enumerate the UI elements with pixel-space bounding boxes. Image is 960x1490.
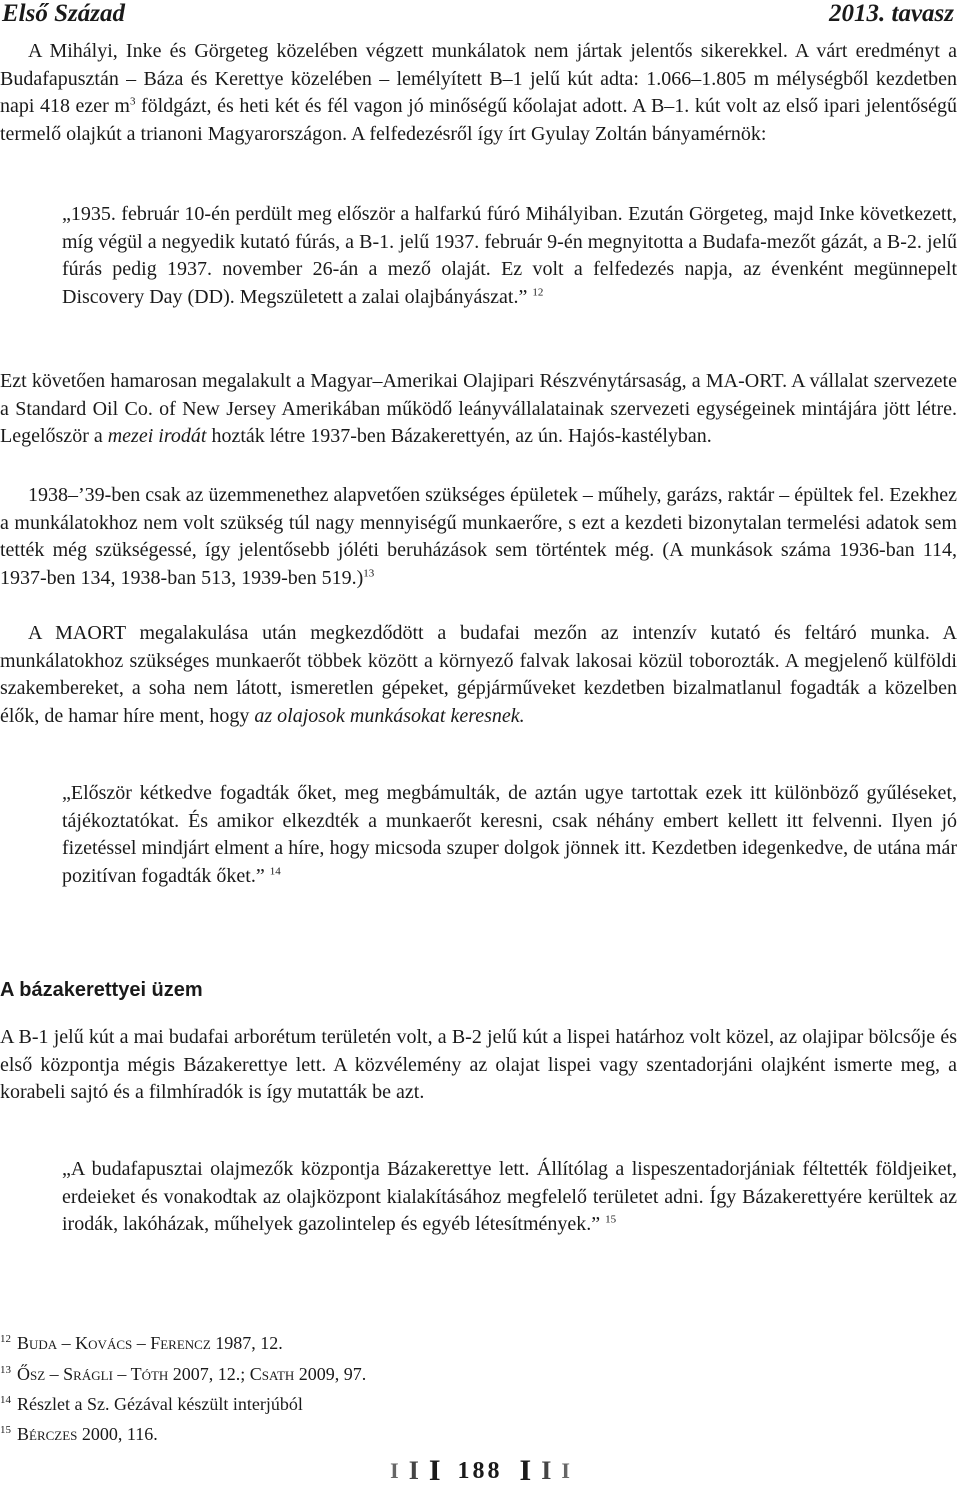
footnote-ref-14[interactable]: 14 (269, 864, 281, 877)
footnote-13: $^{13}$ Ősz – Srágli – Tóth 2007, 12.; Csath 2009, 97. (0, 1364, 367, 1384)
quote-center: „A budafapusztai olajmezők központja Bázakerettye lett. Állítólag a lispeszentadorjániak féltették földjeiket, erdeieket és vonakodtak az olajközpont kialakításához megfelelő területet adni. Így Bázakerettyére kerültek az irodák, lakóházak, műhelyek gazolintelep és egyéb létesítmények.” $^{15}$ (62, 1158, 957, 1235)
section-heading: A bázakerettyei üzem (0, 979, 203, 1001)
journal-title: Első Század (2, 0, 125, 27)
ornament-bar-icon: I (519, 1454, 532, 1487)
footnote-ref-12[interactable]: 12 (532, 285, 544, 298)
quote-gyulay: „1935. február 10-én perdült meg először a halfarkú fúró Mihályiban. Ezután Görgeteg, majd Inke következett, míg végül a negyedik kutató fúrás, a B-1. jelű 1937. február 9-én megnyitotta a Budafa-mezőt gázát, a B-2. jelű fúrás pedig 1937. november 26-án a mező olaját. Ez volt a felfedezés napja, az évenként megünnepelt Discovery Day (DD). Megszületett a zalai olajbányászat.” $^{12}$ (62, 203, 957, 308)
ornament-bar-icon: I (390, 1458, 399, 1483)
footnote-ref-15[interactable]: 15 (605, 1213, 617, 1226)
paragraph-workforce: A MAORT megalakulása után megkezdődött a budafai mezőn az intenzív kutató és feltáró munka. A munkálatokhoz szükséges munkaerőt többek között a környező falvak lakosai közül toborozták. A megjelenő külföldi szakembereket, a soha nem látott, ismeretlen gépeket, gépjárműveket kezdetben bizalmatlanul fogadták a közelben élők, de hamar híre ment, hogy az olajosok munkásokat keresnek. (0, 622, 957, 727)
paragraph-buildings: 1938–’39-ben csak az üzemmenethez alapvetően szükséges épületek – műhely, garázs, raktár – épültek fel. Ezekhez a munkálatokhoz nem volt szükség túl nagy mennyiségű munkaerőre, s ezt a kezdeti bizonytalan termelési adatok sem tették még szükségessé, így jelentősebb jóléti beruházások sem történtek még. (A munkások száma 1936-ban 114, 1937-ben 134, 1938-ban 513, 1939-ben 519.)$^{13}$ (0, 484, 957, 589)
ornament-bar-icon: I (561, 1458, 570, 1483)
paragraph-intro: A Mihályi, Inke és Görgeteg közelében végzett munkálatok nem jártak jelentős sikerekkel. A várt eredményt a Budafapusztán – Báza és Kerettye közelében – lemélyített B–1 jelű kút adta: 1.066–1.805 m mélységből kezdetben napi 418 ezer $m^3$ földgázt, és heti két és fél vagon jó minőségű kőolajat adott. A B–1. kút volt az első ipari jelentőségű termelő olajkút a trianoni Magyarországon. A felfedezésről így írt Gyulay Zoltán bányamérnök: (0, 40, 958, 145)
footnote-15: $^{15}$ Bérczes 2000, 116. (0, 1424, 158, 1444)
quote-locals: „Először kétkedve fogadták őket, meg megbámulták, de aztán ugye tartottak ezek itt különböző gyűléseket, tájékoztatókat. És amikor elkezdték a munkaerőt keresni, csak néhány embert kellett itt felvenni. Ilyen jó fizetéssel mindjárt elment a híre, hogy micsoda szuper dolgok jönnek itt. Kezdetben idegenkedve, de utána már pozitívan fogadták őket.” $^{14}$ (62, 782, 957, 887)
footnote-ref-13[interactable]: 13 (363, 566, 375, 579)
ornament-bar-icon: I (408, 1456, 419, 1485)
issue-label: 2013. tavasz (829, 0, 954, 27)
running-header (0, 0, 960, 28)
ornament-bar-icon: I (541, 1456, 552, 1485)
ornament-bar-icon: I (428, 1454, 441, 1487)
footnote-12: $^{12}$ Buda – Kovács – Ferencz 1987, 12. (0, 1333, 283, 1353)
paragraph-maort-founding: Ezt követően hamarosan megalakult a Magyar–Amerikai Olajipari Részvénytársaság, a MA-ORT. A vállalat szervezete a Standard Oil Co. of New Jersey Amerikában működő leányvállalatainak szervezeti egységeinek mintájára jött létre. Legelőször a mezei irodát hozták létre 1937-ben Bázakerettyén, az ún. Hajós-kastélyban. (0, 370, 957, 447)
page-number: 188 (457, 1457, 503, 1484)
footnote-14: $^{14}$ Részlet a Sz. Gézával készült interjúból (0, 1394, 303, 1414)
superscript-cubic: 3 (129, 95, 136, 108)
page-footer (0, 1454, 960, 1488)
paragraph-bazakerettye: A B-1 jelű kút a mai budafai arborétum területén volt, a B-2 jelű kút a lispei határhoz volt közel, az olajipar bölcsője és első központja mégis Bázakerettye lett. A közvélemény az olajat lispei vagy szentadorjáni olajként ismerte meg, a korabeli sajtó és a filmhíradók is így mutatták be azt. (0, 1026, 957, 1103)
